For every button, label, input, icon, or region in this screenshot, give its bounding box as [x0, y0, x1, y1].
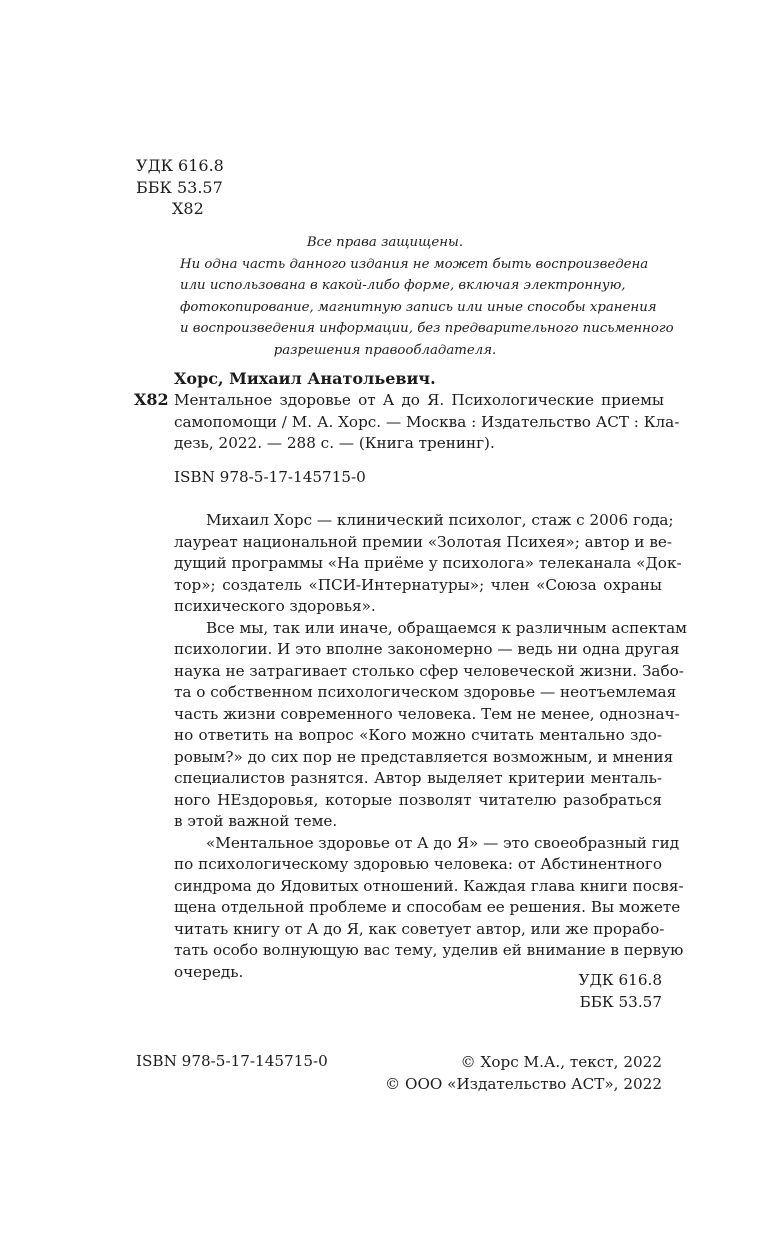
rights-line: Ни одна часть данного издания не может быть воспроизведена	[180, 256, 649, 272]
bib-author: Хорс, Михаил Анатольевич.	[174, 369, 436, 388]
bib-line: Ментальное здоровье от А до Я. Психологические приемы	[174, 391, 664, 409]
footer-classification	[579, 970, 662, 1013]
abstract-line: лауреат национальной премии «Золотая Психея»; автор и ве-	[174, 532, 672, 551]
bib-line: дезь, 2022. — 288 с. — (Книга тренинг).	[174, 434, 495, 452]
abstract-line: психического здоровья».	[174, 597, 376, 615]
abstract-line: наука не затрагивает столько сфер человеческой жизни. Забо-	[174, 661, 684, 680]
abstract-line: «Ментальное здоровье от А до Я» — это своеобразный гид	[206, 833, 680, 852]
abstract-line: тор»; создатель «ПСИ-Интернатуры»; член «Союза охраны	[174, 575, 662, 594]
abstract-line: ного НЕздоровья, которые позволят читателю разобраться	[174, 790, 662, 809]
abstract-line: по психологическому здоровью человека: от Абстинентного	[174, 855, 662, 873]
udk-code: УДК 616.8	[136, 156, 224, 175]
copyright-author: © Хорс М.А., текст, 2022	[460, 1053, 662, 1071]
abstract-line: Михаил Хорс — клинический психолог, стаж с 2006 года;	[206, 511, 674, 529]
bib-isbn: ISBN 978-5-17-145715-0	[174, 468, 366, 486]
bib-description	[174, 390, 680, 455]
footer-isbn: ISBN 978-5-17-145715-0	[136, 1052, 328, 1070]
abstract-line: щена отдельной проблеме и способам ее решения. Вы можете	[174, 898, 681, 916]
copyright-publisher: © ООО «Издательство АСТ», 2022	[384, 1074, 662, 1093]
rights-line: фотокопирование, магнитную запись или иные способы хранения	[180, 299, 657, 315]
footer-udk: УДК 616.8	[578, 971, 662, 989]
abstract-line: очередь.	[174, 962, 244, 981]
rights-line: и воспроизведения информации, без предварительного письменного	[180, 321, 674, 336]
rights-line: или использована в какой-либо форме, включая электронную,	[180, 278, 626, 293]
author-code: Х82	[172, 199, 204, 218]
rights-line: Все права защищены.	[306, 235, 464, 250]
footer-bbk: ББК 53.57	[579, 992, 662, 1011]
abstract-line: но ответить на вопрос «Кого можно считать ментально здо-	[174, 726, 662, 744]
copyright-block	[385, 1052, 662, 1095]
abstract	[174, 510, 687, 983]
abstract-line: Все мы, так или иначе, обращаемся к различным аспектам	[206, 618, 687, 637]
abstract-line: та о собственном психологическом здоровье — неотъемлемая	[174, 683, 677, 701]
abstract-line: синдрома до Ядовитых отношений. Каждая глава книги посвя-	[174, 876, 684, 895]
abstract-line: тать особо волнующую вас тему, уделив ей внимание в первую	[174, 941, 684, 959]
rights-line: разрешения правообладателя.	[273, 342, 497, 358]
bib-author-code: Х82	[134, 390, 169, 409]
bib-line: самопомощи / М. А. Хорс. — Москва : Издательство АСТ : Кла-	[174, 412, 680, 431]
abstract-line: ровым?» до сих пор не представляется возможным, и мнения	[174, 747, 674, 766]
abstract-line: специалистов разнятся. Автор выделяет критерии менталь-	[174, 769, 662, 787]
abstract-line: часть жизни современного человека. Тем не менее, однознач-	[174, 704, 680, 723]
abstract-line: психологии. И это вполне закономерно — ведь ни одна другая	[174, 640, 680, 658]
abstract-line: читать книгу от А до Я, как советует автор, или же прорабо-	[174, 919, 665, 938]
abstract-line: в этой важной теме.	[174, 812, 338, 830]
rights-notice	[180, 232, 674, 361]
abstract-line: дущий программы «На приёме у психолога» телеканала «Док-	[174, 554, 682, 572]
bbk-code: ББК 53.57	[136, 177, 223, 197]
classification-block	[136, 155, 224, 220]
